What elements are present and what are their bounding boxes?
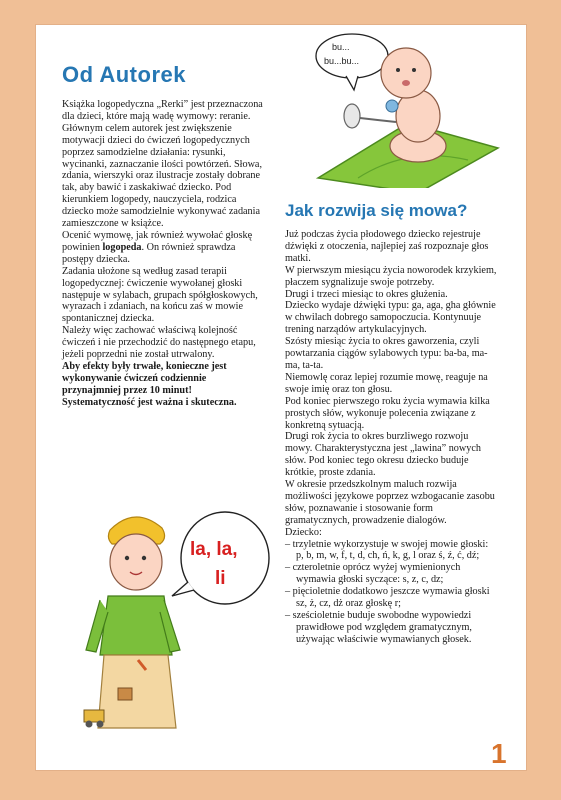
- boy-shirt: [100, 596, 172, 655]
- intro-text-column: [62, 99, 264, 409]
- heading-od-autorek: Od Autorek: [62, 62, 186, 87]
- bubble-tail: [346, 76, 358, 90]
- paragraph: Drugi i trzeci miesiąc to okres głużenia.: [285, 288, 448, 300]
- baby-bubble-text-2: bu...bu...: [324, 56, 360, 66]
- toy-truck-icon: [84, 710, 104, 722]
- toy-icon: [386, 100, 398, 112]
- paragraph: Głównym celem autorek jest zwiększenie motywacji dzieci do ćwiczeń logopedycznych poprzez samodzielne działania: rysunki, wycinanki, zaznaczanie ilości powtórzeń. Słowa, zdania, wierszyki oraz ilustracje zostały dobrane tak, aby bawić i zaskakiwać dziecko. Pod kierunkiem logopedy, nauczyciela, rodzica dziecko może samodzielnie wykonywać zadania zamieszczone w książce.: [62, 122, 262, 230]
- list-item: – sześcioletnie buduje swobodne wypowiedzi prawidłowe pod względem gramatycznym, używając właściwie wymawianych głosek.: [285, 610, 472, 645]
- boy-trousers: [98, 655, 176, 728]
- paragraph: Pod koniec pierwszego roku życia wymawia kilka prostych słów, wykonuje polecenia związane z konkretną sytuacją.: [285, 395, 490, 431]
- paragraph: Dziecko:: [285, 526, 322, 538]
- baby-illustration: [288, 28, 508, 188]
- rattle-icon: [344, 104, 360, 128]
- boy-bubble-text-2: li: [215, 568, 226, 589]
- paragraph: Już podczas życia płodowego dziecko rejestruje dźwięki z otoczenia, najlepiej zaś rozpoznaje głos matki.: [285, 229, 489, 264]
- paragraph: Zadania ułożone są według zasad terapii logopedycznej: ćwiczenie wywołanej głoski następuje w sylabach, grupach spółgłoskowych, wyrazach i zdaniach, na końcu zaś w mowie spontanicznej dziecka.: [62, 265, 258, 325]
- paragraph: Szósty miesiąc życia to okres gaworzenia, czyli powtarzania ciągów sylabowych typu: ba-ba, ma-ma, ta-ta.: [285, 336, 488, 371]
- page-number: 1: [491, 738, 507, 769]
- speech-development-column: [285, 229, 497, 646]
- paragraph: W okresie przedszkolnym maluch rozwija możliwości językowe poprzez wzbogacanie zasobu słów, poznawanie i stosowanie form gramatycznych, prowadzenie dialogów.: [285, 479, 495, 526]
- paragraph-bold: Systematyczność jest ważna i skuteczna.: [62, 396, 237, 408]
- boy-illustration: [80, 500, 280, 745]
- heading-jak-rozwija-sie-mowa: Jak rozwija się mowa?: [285, 201, 468, 220]
- list-item: – trzyletnie wykorzystuje w swojej mowie głoski: p, b, m, w, f, t, d, ch, ń, k, g, l oraz ś, ź, ć, dź;: [285, 538, 489, 562]
- boy-head: [110, 534, 162, 590]
- paragraph: Drugi rok życia to okres burzliwego rozwoju mowy. Charakterystyczna jest „lawina” nowych słów. Pod koniec tego okresu dziecko buduje krótkie, proste zdania.: [285, 431, 481, 479]
- paragraph-bold: Aby efekty były trwałe, konieczne jest wykonywanie ćwiczeń codziennie przynajmniej przez 10 minut!: [62, 360, 227, 396]
- paragraph: Książka logopedyczna „Rerki” jest przeznaczona dla dzieci, które mają wadę wymowy: reranie.: [62, 99, 263, 122]
- paragraph: Niemowlę coraz lepiej rozumie mowę, reaguje na swoje imię oraz ton głosu.: [285, 371, 488, 395]
- baby-bubble-text-1: bu...: [332, 42, 350, 52]
- list-item: – czteroletnie oprócz wyżej wymienionych wymawia głoski syczące: s, z, c, dz;: [285, 562, 461, 586]
- list-item: – pięcioletnie dodatkowo jeszcze wymawia głoski sz, ż, cz, dż oraz głoskę r;: [285, 586, 490, 610]
- paragraph: Dziecko wydaje dźwięki typu: ga, aga, gha głównie w chwilach dobrego samopoczucia. Kontynuuje trening narządów artykulacyjnych.: [285, 300, 496, 336]
- baby-head: [381, 48, 431, 98]
- paragraph: W pierwszym miesiącu życia noworodek krzykiem, płaczem sygnalizuje swoje potrzeby.: [285, 264, 497, 288]
- paragraph: Należy więc zachować właściwą kolejność ćwiczeń i nie przechodzić do następnego etapu, jeżeli poprzedni nie został utrwalony.: [62, 325, 256, 361]
- boy-bubble-text-1: la, la,: [190, 539, 238, 560]
- paragraph: Ocenić wymowę, jak również wywołać głoskę powinien logopeda. On również sprawdza postępy dziecka.: [62, 229, 253, 265]
